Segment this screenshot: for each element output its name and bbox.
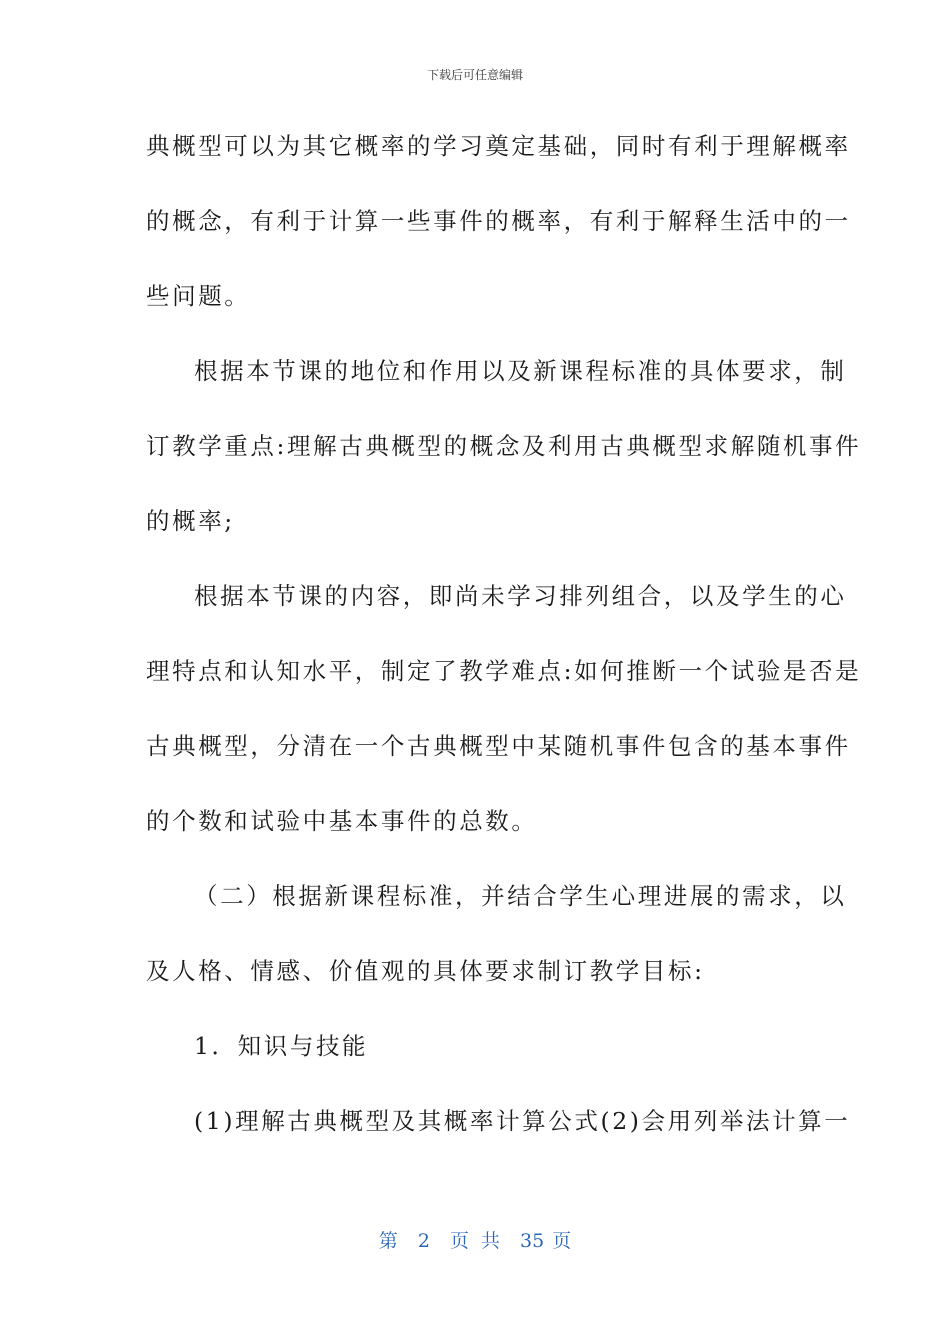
text-line: 订教学重点:理解古典概型的概念及利用古典概型求解随机事件 bbox=[146, 432, 862, 460]
text-line: 些问题。 bbox=[146, 282, 251, 310]
current-page-number: 2 bbox=[417, 1230, 430, 1252]
paragraph-start: 根据本节课的内容，即尚未学习排列组合，以及学生的心 bbox=[194, 582, 847, 610]
text-line: 的概率; bbox=[146, 507, 235, 535]
page-header: 下载后可任意编辑 bbox=[426, 68, 523, 82]
text-line: 典概型可以为其它概率的学习奠定基础，同时有利于理解概率 bbox=[146, 132, 851, 160]
document-body bbox=[146, 124, 862, 1174]
page-footer bbox=[0, 1226, 950, 1253]
text-line: 的概念，有利于计算一些事件的概率，有利于解释生活中的一 bbox=[146, 207, 851, 235]
paragraph-start: 根据本节课的地位和作用以及新课程标准的具体要求，制 bbox=[194, 357, 847, 385]
text-line: 的个数和试验中基本事件的总数。 bbox=[146, 807, 538, 835]
footer-suffix: 页 bbox=[552, 1230, 572, 1252]
footer-middle: 页 共 bbox=[449, 1230, 500, 1252]
section-heading: 1．知识与技能 bbox=[194, 1032, 369, 1060]
text-line: 理特点和认知水平，制定了教学难点:如何推断一个试验是否是 bbox=[146, 657, 862, 685]
paragraph-start: （二）根据新课程标准，并结合学生心理进展的需求，以 bbox=[194, 882, 847, 910]
text-line: 及人格、情感、价值观的具体要求制订教学目标: bbox=[146, 957, 705, 985]
text-line: 古典概型，分清在一个古典概型中某随机事件包含的基本事件 bbox=[146, 732, 851, 760]
total-pages-number: 35 bbox=[520, 1230, 545, 1252]
paragraph-start: (1)理解古典概型及其概率计算公式(2)会用列举法计算一 bbox=[194, 1107, 851, 1135]
footer-prefix: 第 bbox=[378, 1230, 398, 1252]
